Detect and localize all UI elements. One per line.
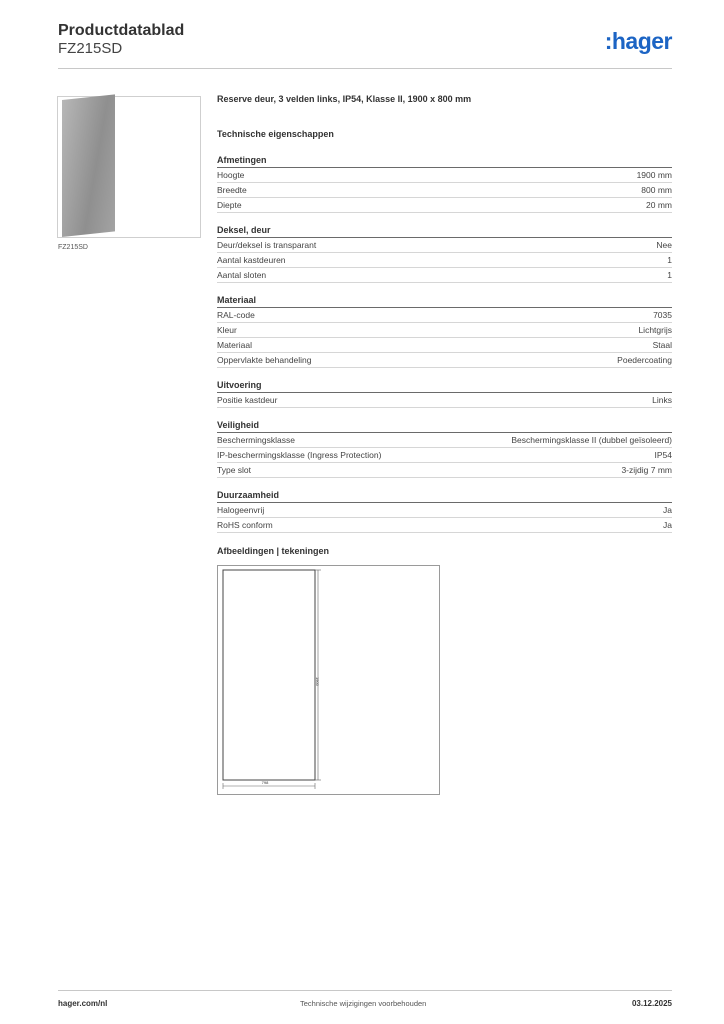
spec-label: Diepte (217, 200, 242, 210)
header-divider (58, 68, 672, 69)
spec-row (217, 393, 672, 408)
section-title: Deksel, deur (217, 224, 672, 238)
spec-section (217, 419, 672, 478)
spec-section (217, 154, 672, 213)
spec-value: Beschermingsklasse II (dubbel geïsoleerd) (511, 435, 672, 445)
spec-content (217, 94, 672, 533)
spec-value: 1 (667, 255, 672, 265)
spec-label: RoHS conform (217, 520, 273, 530)
document-title: Productdatablad (58, 22, 185, 39)
product-description: Reserve deur, 3 velden links, IP54, Klasse II, 1900 x 800 mm (217, 94, 472, 104)
spec-value: Staal (652, 340, 672, 350)
spec-row (217, 353, 672, 368)
spec-value: Ja (663, 505, 672, 515)
section-title: Veiligheid (217, 419, 672, 433)
spec-row (217, 323, 672, 338)
spec-row (217, 183, 672, 198)
spec-sections (217, 154, 672, 533)
footer-divider (58, 990, 672, 991)
door-image (62, 94, 115, 237)
spec-row (217, 253, 672, 268)
spec-value: 1900 mm (636, 170, 672, 180)
drawing-frame (218, 566, 440, 795)
spec-row (217, 463, 672, 478)
spec-label: Breedte (217, 185, 247, 195)
spec-value: Lichtgrijs (638, 325, 672, 335)
spec-row (217, 433, 672, 448)
spec-row (217, 238, 672, 253)
spec-value: IP54 (654, 450, 672, 460)
spec-label: Beschermingsklasse (217, 435, 295, 445)
images-title: Afbeeldingen | tekeningen (217, 546, 330, 556)
section-title: Afmetingen (217, 154, 672, 168)
thumbnail-caption: FZ215SD (58, 244, 88, 251)
spec-label: Type slot (217, 465, 252, 475)
spec-section (217, 489, 672, 533)
spec-label: Aantal kastdeuren (217, 255, 286, 265)
spec-row (217, 268, 672, 283)
spec-value: 800 mm (641, 185, 672, 195)
footer-notice: Technische wijzigingen voorbehouden (300, 999, 427, 1008)
spec-row (217, 518, 672, 533)
spec-value: 20 mm (646, 200, 672, 210)
technical-properties-title: Technische eigenschappen (217, 129, 334, 139)
spec-label: Kleur (217, 325, 237, 335)
spec-value: Nee (656, 240, 672, 250)
spec-row (217, 338, 672, 353)
spec-section (217, 224, 672, 283)
spec-section (217, 379, 672, 408)
height-dim-label: 1900 (315, 677, 320, 686)
footer-date: 03.12.2025 (631, 999, 672, 1008)
spec-row (217, 448, 672, 463)
width-dim-label: 798 (261, 780, 269, 785)
hager-logo: :hager (604, 28, 672, 54)
spec-row (217, 308, 672, 323)
spec-value: 7035 (653, 310, 672, 320)
section-title: Duurzaamheid (217, 489, 672, 503)
product-thumbnail (57, 96, 201, 238)
spec-label: Deur/deksel is transparant (217, 240, 317, 250)
spec-label: Aantal sloten (217, 270, 267, 280)
footer-website[interactable]: hager.com/nl (58, 999, 108, 1008)
product-code: FZ215SD (58, 40, 123, 57)
section-title: Materiaal (217, 294, 672, 308)
technical-drawing (217, 565, 440, 796)
spec-row (217, 168, 672, 183)
spec-label: IP-beschermingsklasse (Ingress Protection) (217, 450, 382, 460)
spec-label: Halogeenvrij (217, 505, 265, 515)
spec-row (217, 503, 672, 518)
spec-label: Materiaal (217, 340, 252, 350)
spec-value: Ja (663, 520, 672, 530)
spec-value: 1 (667, 270, 672, 280)
spec-value: Poedercoating (617, 355, 672, 365)
spec-label: Positie kastdeur (217, 395, 278, 405)
spec-label: Hoogte (217, 170, 245, 180)
spec-row (217, 198, 672, 213)
spec-value: 3-zijdig 7 mm (621, 465, 672, 475)
door-outline (223, 570, 315, 780)
spec-label: RAL-code (217, 310, 255, 320)
spec-value: Links (652, 395, 672, 405)
spec-section (217, 294, 672, 368)
section-title: Uitvoering (217, 379, 672, 393)
spec-label: Oppervlakte behandeling (217, 355, 312, 365)
